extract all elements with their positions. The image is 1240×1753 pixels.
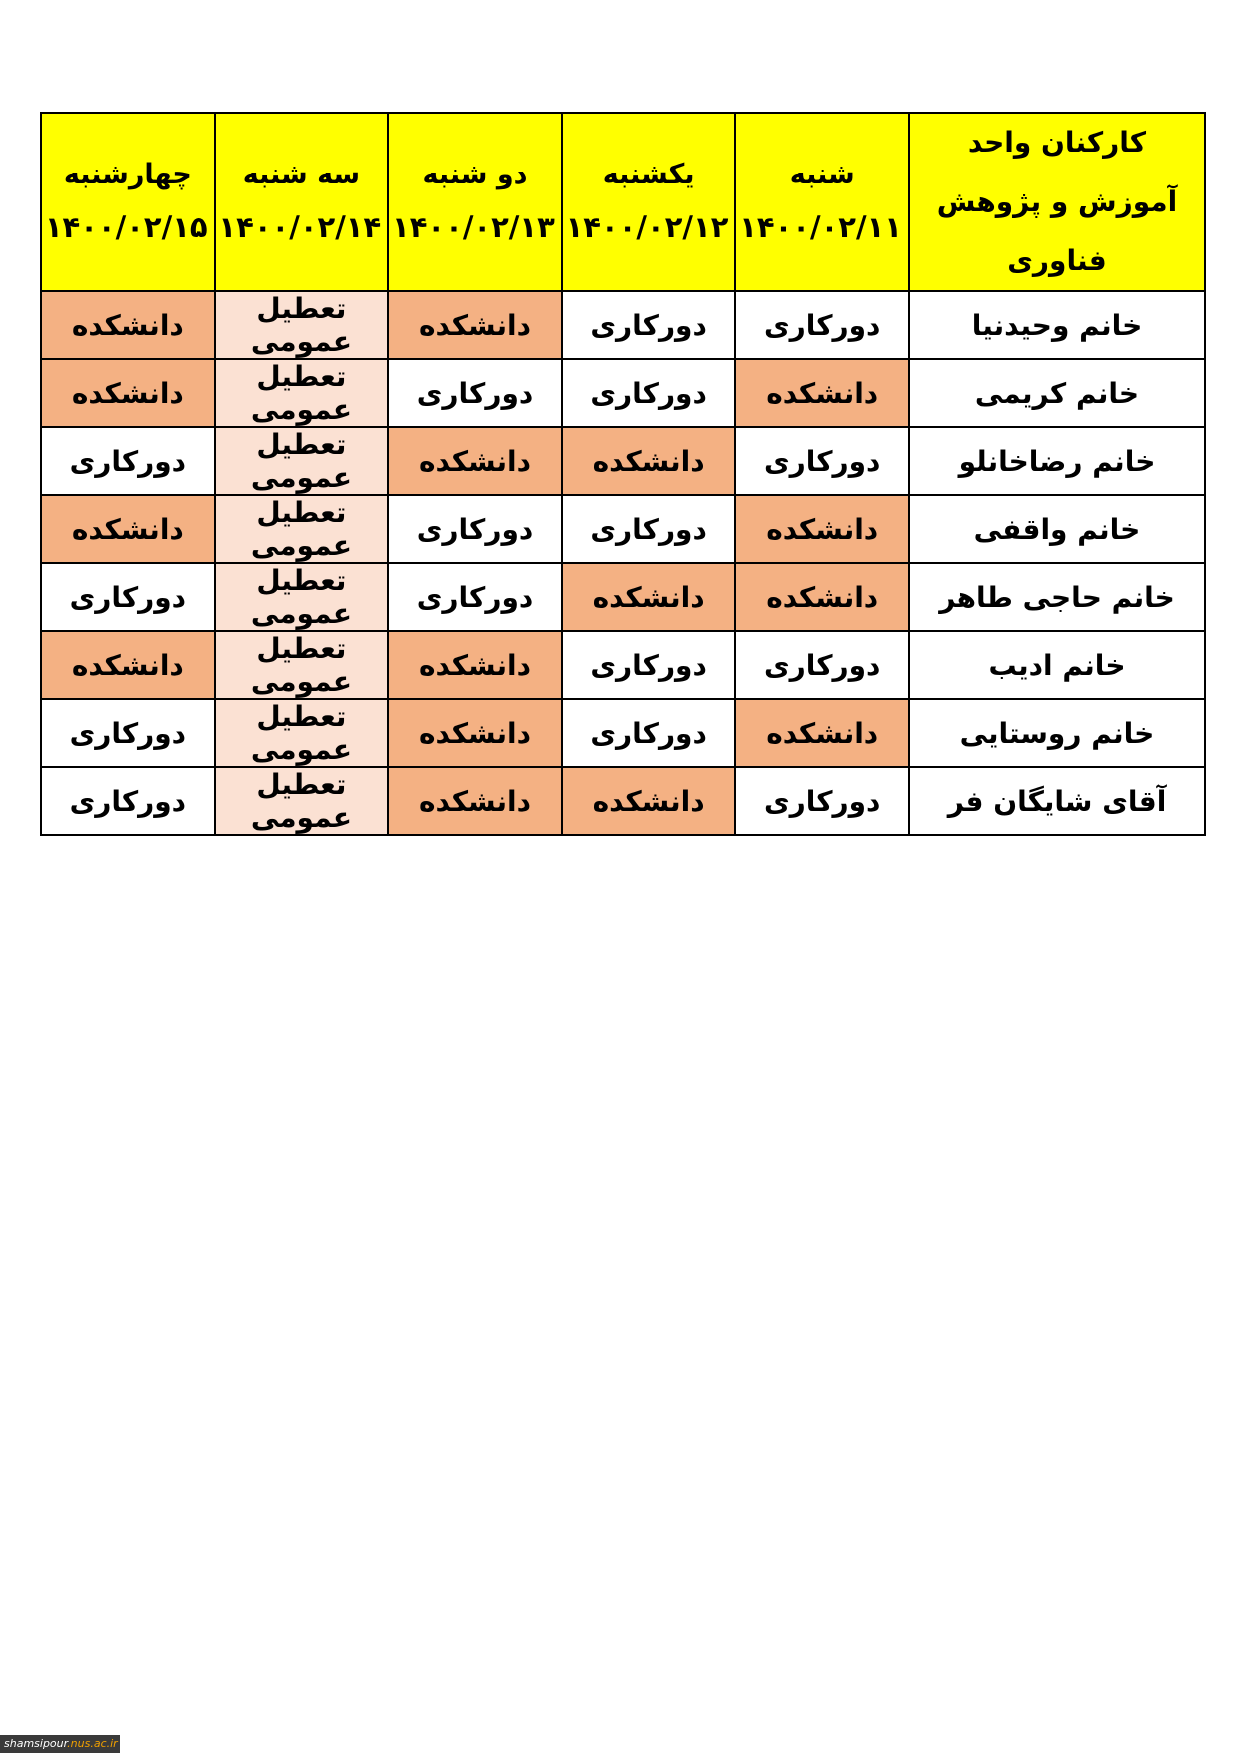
schedule-table [40, 112, 1206, 836]
schedule-cell-monday: دانشکده [388, 427, 562, 495]
schedule-cell-tuesday: تعطیل عمومی [215, 631, 389, 699]
day-header-saturday [735, 113, 909, 291]
day-name: شنبه [789, 159, 855, 190]
schedule-cell-monday: دانشکده [388, 631, 562, 699]
day-date: ۱۴۰۰/۰۲/۱۵ [44, 210, 208, 245]
schedule-cell-wednesday: دورکاری [41, 767, 215, 835]
schedule-cell-saturday: دانشکده [735, 699, 909, 767]
staff-name: آقای شایگان فر [909, 767, 1205, 835]
schedule-cell-sunday: دورکاری [562, 495, 736, 563]
day-header-monday [388, 113, 562, 291]
staff-name: خانم رضاخانلو [909, 427, 1205, 495]
schedule-cell-wednesday: دانشکده [41, 631, 215, 699]
staff-name: خانم روستایی [909, 699, 1205, 767]
schedule-cell-tuesday: تعطیل عمومی [215, 563, 389, 631]
day-header-tuesday [215, 113, 389, 291]
schedule-cell-saturday: دانشکده [735, 359, 909, 427]
day-header-sunday [562, 113, 736, 291]
day-date: ۱۴۰۰/۰۲/۱۲ [565, 210, 729, 245]
schedule-cell-monday: دانشکده [388, 291, 562, 359]
schedule-cell-wednesday: دورکاری [41, 699, 215, 767]
schedule-cell-sunday: دورکاری [562, 359, 736, 427]
schedule-cell-monday: دورکاری [388, 563, 562, 631]
watermark-domain: .nus.ac.ir [67, 1737, 118, 1750]
schedule-cell-tuesday: تعطیل عمومی [215, 699, 389, 767]
schedule-cell-sunday: دانشکده [562, 767, 736, 835]
day-name: دو شنبه [422, 159, 528, 190]
schedule-cell-saturday: دورکاری [735, 427, 909, 495]
schedule-cell-tuesday: تعطیل عمومی [215, 767, 389, 835]
day-name: چهارشنبه [63, 159, 192, 190]
schedule-cell-saturday: دورکاری [735, 767, 909, 835]
schedule-cell-sunday: دانشکده [562, 427, 736, 495]
staff-name: خانم واقفی [909, 495, 1205, 563]
schedule-cell-wednesday: دورکاری [41, 427, 215, 495]
table-row [41, 291, 1205, 359]
schedule-cell-tuesday: تعطیل عمومی [215, 359, 389, 427]
schedule-cell-tuesday: تعطیل عمومی [215, 427, 389, 495]
day-header-wednesday [41, 113, 215, 291]
day-name: سه شنبه [242, 159, 361, 190]
table-row [41, 495, 1205, 563]
staff-name: خانم حاجی طاهر [909, 563, 1205, 631]
schedule-cell-tuesday: تعطیل عمومی [215, 291, 389, 359]
schedule-cell-saturday: دورکاری [735, 291, 909, 359]
table-row [41, 359, 1205, 427]
schedule-cell-sunday: دانشکده [562, 563, 736, 631]
staff-name: خانم ادیب [909, 631, 1205, 699]
table-row [41, 767, 1205, 835]
schedule-cell-monday: دورکاری [388, 359, 562, 427]
schedule-cell-monday: دورکاری [388, 495, 562, 563]
schedule-cell-saturday: دورکاری [735, 631, 909, 699]
schedule-cell-wednesday: دانشکده [41, 359, 215, 427]
schedule-cell-monday: دانشکده [388, 699, 562, 767]
day-date: ۱۴۰۰/۰۲/۱۴ [218, 210, 382, 245]
day-date: ۱۴۰۰/۰۲/۱۳ [392, 210, 555, 245]
watermark-text: shamsipour [4, 1737, 68, 1750]
staff-name: خانم کریمی [909, 359, 1205, 427]
schedule-cell-sunday: دورکاری [562, 291, 736, 359]
schedule-header [41, 113, 1205, 291]
table-row [41, 563, 1205, 631]
schedule-cell-monday: دانشکده [388, 767, 562, 835]
schedule-cell-wednesday: دورکاری [41, 563, 215, 631]
table-row [41, 699, 1205, 767]
staff-name: خانم وحیدنیا [909, 291, 1205, 359]
table-row [41, 427, 1205, 495]
schedule-cell-sunday: دورکاری [562, 631, 736, 699]
schedule-body [41, 291, 1205, 835]
staff-column-header: کارکنان واحد آموزش و پژوهش فناوری [909, 113, 1205, 291]
header-row [41, 113, 1205, 291]
schedule-cell-tuesday: تعطیل عمومی [215, 495, 389, 563]
day-name: یکشنبه [602, 159, 695, 190]
schedule-cell-saturday: دانشکده [735, 563, 909, 631]
schedule-cell-wednesday: دانشکده [41, 291, 215, 359]
schedule-cell-sunday: دورکاری [562, 699, 736, 767]
table-row [41, 631, 1205, 699]
schedule-cell-wednesday: دانشکده [41, 495, 215, 563]
schedule-cell-saturday: دانشکده [735, 495, 909, 563]
footer-watermark [0, 1735, 120, 1753]
day-date: ۱۴۰۰/۰۲/۱۱ [739, 210, 902, 245]
